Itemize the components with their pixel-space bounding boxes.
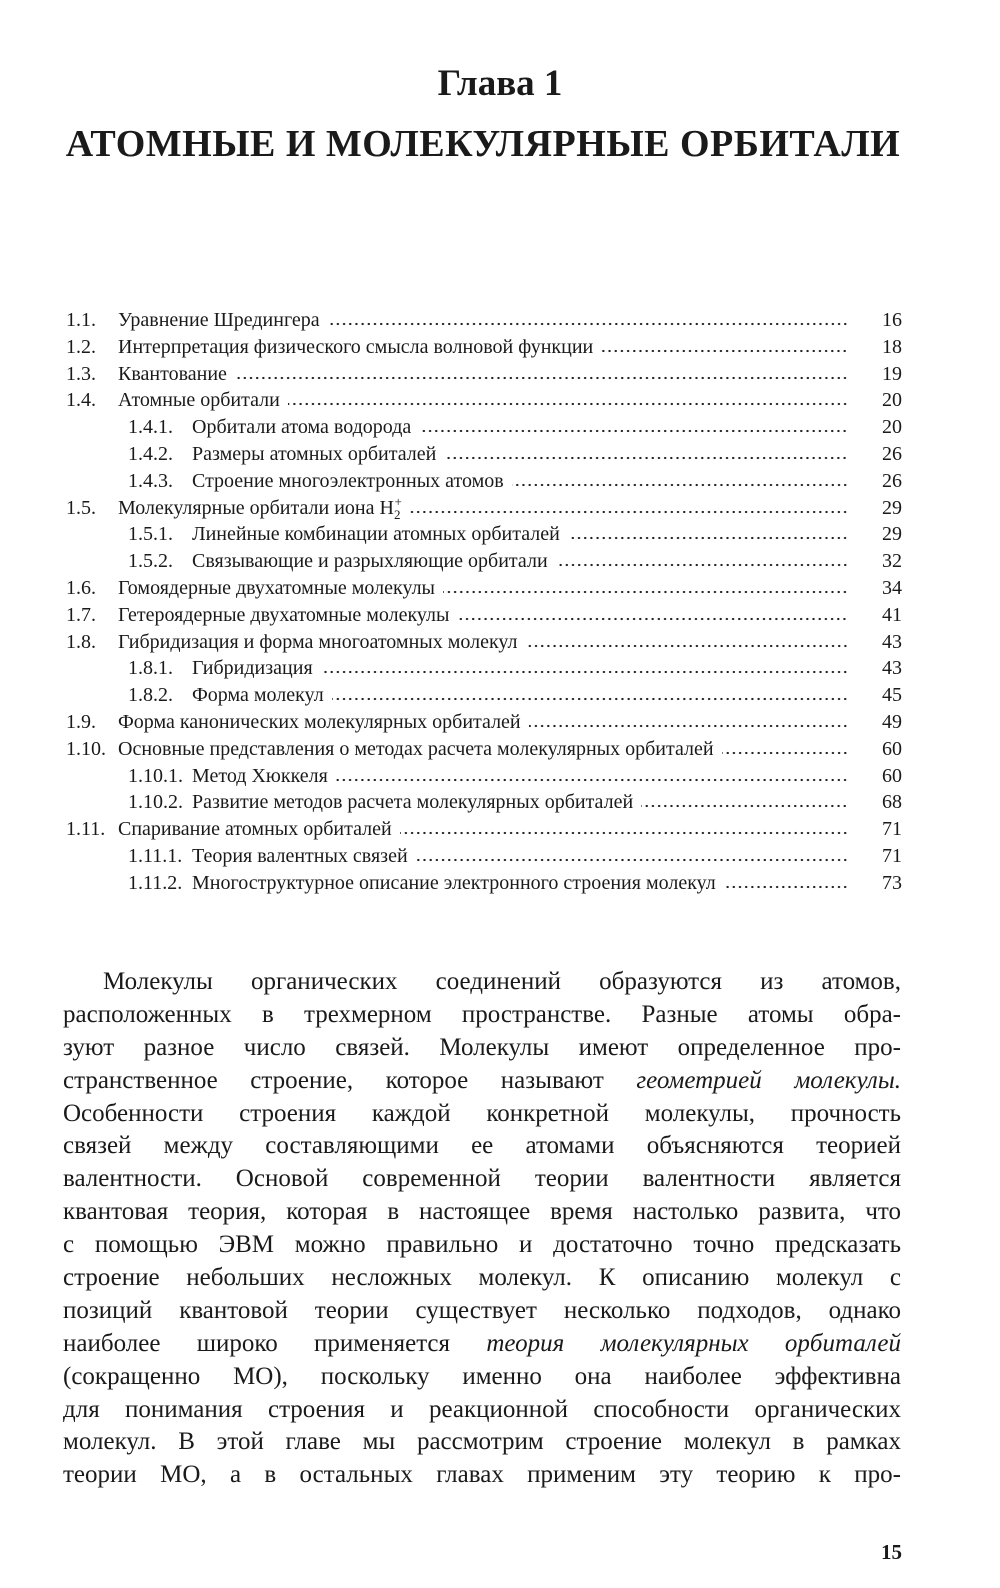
- toc-number: 1.11.1.: [128, 844, 183, 867]
- text-segment: строение небольших несложных молекул. К описанию молекул с: [63, 1264, 901, 1292]
- toc-entry: [66, 443, 902, 470]
- text-line: [63, 1394, 901, 1427]
- body-text: [63, 966, 901, 1492]
- toc-page: 41: [882, 603, 902, 626]
- text-line: [63, 1032, 901, 1065]
- toc-entry: [66, 657, 902, 684]
- toc-entry: [66, 818, 902, 845]
- text-line: [63, 1459, 901, 1492]
- text-segment: с помощью ЭВМ можно правильно и достаточно точно предсказать: [63, 1231, 901, 1259]
- text-segment: странственное строение, которое называют: [63, 1066, 637, 1094]
- text-line: [63, 966, 901, 999]
- toc-entry: [66, 791, 902, 818]
- toc-entry: [66, 631, 902, 658]
- dot-leader: [529, 724, 848, 728]
- text-segment: связей между составляющими ее атомами объясняются теорией: [63, 1132, 901, 1160]
- toc-number: 1.4.2.: [128, 442, 173, 465]
- toc-page: 43: [882, 630, 902, 653]
- dot-leader: [328, 322, 848, 326]
- text-line: [63, 1098, 901, 1131]
- toc-page: 60: [882, 737, 902, 760]
- toc-title: Гомоядерные двухатомные молекулы: [118, 576, 435, 599]
- text-line: [63, 1163, 901, 1196]
- text-segment: теории МО, а в остальных главах применим эту теорию к про-: [63, 1461, 901, 1489]
- toc-entry: [66, 684, 902, 711]
- toc-title: Строение многоэлектронных атомов: [192, 469, 504, 492]
- toc-number: 1.10.1.: [128, 764, 183, 787]
- toc-title: Молекулярные орбитали иона $H_2^+$: [118, 493, 402, 522]
- dot-leader: [419, 429, 848, 433]
- toc-number: 1.4.1.: [128, 416, 173, 439]
- text-segment: валентности. Основой современной теории валентности является: [63, 1165, 901, 1193]
- toc-page: 45: [882, 684, 902, 707]
- toc-page: 20: [882, 416, 902, 439]
- toc-entry: [66, 845, 902, 872]
- toc-number: 1.2.: [66, 335, 96, 358]
- toc-title: Гибридизация и форма многоатомных молекул: [118, 630, 518, 653]
- toc-title: Квантование: [118, 362, 227, 385]
- toc-number: 1.3.: [66, 362, 96, 385]
- toc-entry: [66, 577, 902, 604]
- toc-title: Гибридизация: [192, 657, 313, 680]
- toc-page: 20: [882, 389, 902, 412]
- dot-leader: [444, 456, 848, 460]
- toc-title: Гетероядерные двухатомные молекулы: [118, 603, 450, 626]
- toc-title: Многоструктурное описание электронного строения молекул: [192, 871, 716, 894]
- toc-page: 73: [882, 871, 902, 894]
- toc-title: Уравнение Шредингера: [118, 309, 320, 331]
- text-segment: позиций квантовой теории существует несколько подходов, однако: [63, 1296, 901, 1324]
- toc-number: 1.5.1.: [128, 523, 173, 546]
- toc-entry: [66, 765, 902, 792]
- dot-leader: [321, 670, 848, 674]
- toc-number: 1.11.: [66, 818, 106, 841]
- toc-page: 26: [882, 442, 902, 465]
- dot-leader: [568, 536, 848, 540]
- toc-page: 32: [882, 550, 902, 573]
- toc-entry: [66, 470, 902, 497]
- text-line: [63, 999, 901, 1032]
- toc-entry: [66, 309, 902, 336]
- toc-number: 1.10.2.: [128, 791, 183, 814]
- toc-title: Размеры атомных орбиталей: [192, 442, 437, 465]
- text-line: [63, 1262, 901, 1295]
- text-line: [63, 1361, 901, 1394]
- text-segment: Молекулы органических соединений образуются из атомов,: [103, 968, 901, 995]
- toc-number: 1.9.: [66, 710, 96, 733]
- page-number: 15: [881, 1540, 902, 1564]
- toc-title: Орбитали атома водорода: [192, 416, 412, 439]
- toc-page: 43: [882, 657, 902, 680]
- dot-leader: [332, 697, 848, 701]
- toc-title: Линейные комбинации атомных орбиталей: [192, 523, 560, 546]
- dot-leader: [722, 751, 848, 755]
- dot-leader: [556, 563, 848, 567]
- toc-entry: [66, 604, 902, 631]
- text-segment: для понимания строения и реакционной способности органических: [63, 1395, 901, 1423]
- toc-title: Форма канонических молекулярных орбиталей: [118, 710, 521, 733]
- toc-title: Интерпретация физического смысла волновой функции: [118, 335, 594, 358]
- toc-number: 1.4.3.: [128, 469, 173, 492]
- toc-entry: [66, 336, 902, 363]
- toc-number: 1.8.1.: [128, 657, 173, 680]
- dot-leader: [400, 831, 848, 835]
- dot-leader: [457, 617, 848, 621]
- dot-leader: [235, 376, 848, 380]
- text-line: [63, 1229, 901, 1262]
- text-line: [63, 1426, 901, 1459]
- toc-page: 34: [882, 576, 902, 599]
- toc-number: 1.5.: [66, 496, 96, 519]
- text-segment: наиболее широко применяется: [63, 1329, 487, 1357]
- toc-number: 1.6.: [66, 576, 96, 599]
- toc-page: 71: [882, 844, 902, 867]
- toc-title: Связывающие и разрыхляющие орбитали: [192, 550, 548, 573]
- text-line: [63, 1328, 901, 1361]
- text-line: [63, 1295, 901, 1328]
- toc-title: Метод Хюккеля: [192, 764, 328, 787]
- toc-page: 60: [882, 764, 902, 787]
- text-line: [63, 1130, 901, 1163]
- dot-leader: [416, 858, 848, 862]
- dot-leader: [601, 349, 848, 353]
- toc-page: 26: [882, 469, 902, 492]
- toc-title: Атомные орбитали: [118, 389, 280, 412]
- toc-number: 1.8.2.: [128, 684, 173, 707]
- toc-number: 1.10.: [66, 737, 106, 760]
- dot-leader: [443, 590, 848, 594]
- toc-page: 18: [882, 335, 902, 358]
- text-segment: расположенных в трехмерном пространстве. Разные атомы обра-: [63, 1000, 901, 1028]
- toc-entry: [66, 493, 902, 524]
- text-segment: молекул. В этой главе мы рассмотрим строение молекул в рамках: [63, 1428, 901, 1456]
- toc-entry: [66, 738, 902, 765]
- toc-number: 1.4.: [66, 389, 96, 412]
- toc-number: 1.11.2.: [128, 871, 183, 894]
- toc-page: 29: [882, 523, 902, 546]
- toc-number: 1.1.: [66, 309, 96, 331]
- toc-number: 1.7.: [66, 603, 96, 626]
- dot-leader: [512, 483, 848, 487]
- dot-leader: [526, 644, 848, 648]
- dot-leader: [641, 804, 848, 808]
- toc-number: 1.8.: [66, 630, 96, 653]
- toc-page: 49: [882, 710, 902, 733]
- toc-entry: [66, 363, 902, 390]
- toc-title: Основные представления о методах расчета молекулярных орбиталей: [118, 737, 714, 760]
- toc-title: Спаривание атомных орбиталей: [118, 818, 392, 841]
- text-segment: квантовая теория, которая в настоящее время настолько развита, что: [63, 1198, 901, 1226]
- toc-title: Развитие методов расчета молекулярных орбиталей: [192, 791, 634, 814]
- text-segment: Особенности строения каждой конкретной молекулы, прочность: [63, 1099, 901, 1127]
- dot-leader: [336, 778, 848, 782]
- text-line: [63, 1065, 901, 1098]
- chapter-label: Глава 1: [437, 63, 563, 104]
- toc-page: 16: [882, 309, 902, 331]
- toc-page: 29: [882, 496, 902, 519]
- toc-title: Теория валентных связей: [192, 844, 408, 867]
- dot-leader: [410, 510, 848, 514]
- table-of-contents: [66, 309, 902, 899]
- ion-formula: $H_2^+$: [379, 493, 402, 522]
- toc-page: 68: [882, 791, 902, 814]
- text-line: [63, 1196, 901, 1229]
- chapter-title: АТОМНЫЕ И МОЛЕКУЛЯРНЫЕ ОРБИТАЛИ: [65, 123, 901, 165]
- toc-entry: [66, 416, 902, 443]
- dot-leader: [288, 402, 848, 406]
- toc-page: 19: [882, 362, 902, 385]
- toc-entry: [66, 550, 902, 577]
- toc-title: Форма молекул: [192, 684, 324, 707]
- toc-page: 71: [882, 818, 902, 841]
- toc-entry: [66, 389, 902, 416]
- toc-entry: [66, 711, 902, 738]
- italic-term: теория молекулярных орбиталей: [486, 1329, 901, 1357]
- toc-entry: [66, 872, 902, 899]
- text-segment: (сокращенно МО), поскольку именно она наиболее эффективна: [63, 1362, 901, 1390]
- toc-number: 1.5.2.: [128, 550, 173, 573]
- italic-term: геометрией молекулы.: [636, 1066, 901, 1094]
- dot-leader: [724, 885, 848, 889]
- text-segment: зуют разное число связей. Молекулы имеют определенное про-: [63, 1033, 901, 1061]
- toc-entry: [66, 523, 902, 550]
